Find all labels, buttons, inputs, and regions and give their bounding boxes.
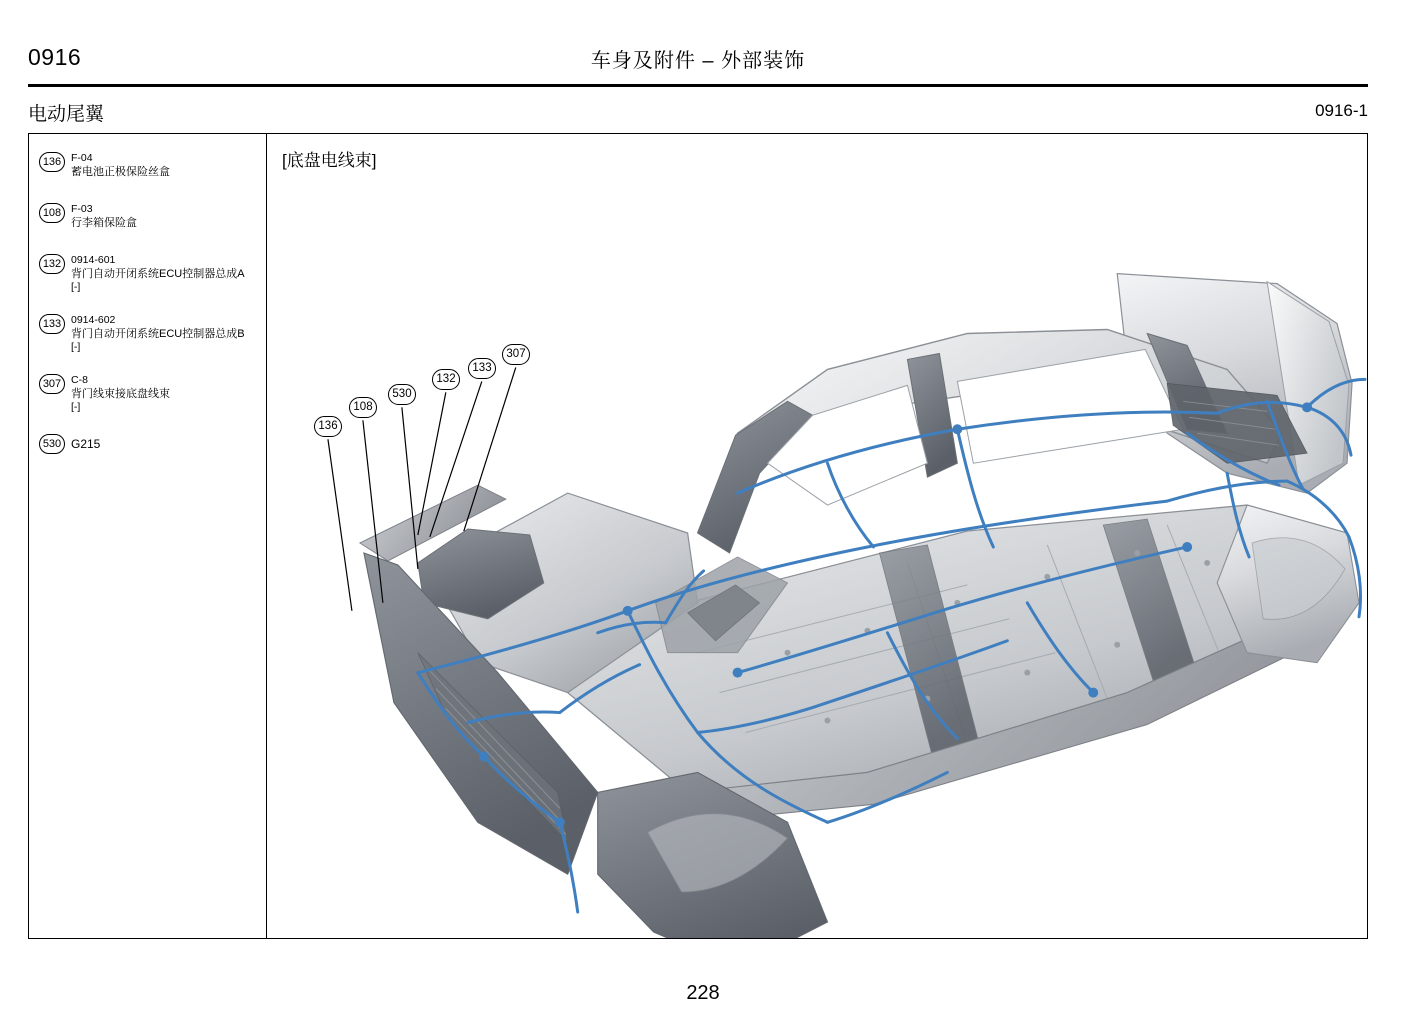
diagram-callout-108: 108	[349, 397, 377, 418]
diagram-callout-530: 530	[388, 384, 416, 405]
legend-description: 背门线束接底盘线束	[71, 388, 170, 400]
legend-code: F-03	[71, 203, 93, 215]
section-code: 0916-1	[1315, 101, 1368, 120]
legend-callout-number: 136	[39, 152, 65, 172]
list-item	[39, 374, 259, 414]
legend-description: 行李箱保险盒	[71, 217, 137, 229]
legend-callout-number: 307	[39, 374, 65, 394]
vehicle-body-harness-illustration	[268, 134, 1367, 938]
diagram-callout-307: 307	[502, 344, 530, 365]
legend-callout-number: 133	[39, 314, 65, 334]
legend-description: 背门自动开闭系统ECU控制器总成A	[71, 268, 245, 280]
legend-text	[71, 374, 259, 414]
header-divider	[28, 84, 1368, 87]
legend-text	[71, 152, 259, 179]
legend-subnote: [-]	[71, 401, 81, 413]
legend-text	[71, 434, 259, 451]
list-item	[39, 152, 259, 179]
legend-description: 背门自动开闭系统ECU控制器总成B	[71, 328, 245, 340]
section-title: 电动尾翼	[28, 104, 105, 125]
page-header	[28, 44, 1368, 84]
legend-description: 蓄电池正极保险丝盒	[71, 166, 170, 178]
legend-code: 0914-602	[71, 314, 116, 326]
legend-callout-number: 108	[39, 203, 65, 223]
list-item	[39, 203, 259, 230]
header-section-code: 0916	[28, 44, 82, 70]
legend-description: G215	[71, 437, 101, 451]
legend-code: 0914-601	[71, 254, 116, 266]
list-item	[39, 314, 259, 354]
legend-subnote: [-]	[71, 281, 81, 293]
legend-callout-number: 132	[39, 254, 65, 274]
diagram-callout-132: 132	[432, 369, 460, 390]
diagram-callout-133: 133	[468, 358, 496, 379]
legend-text	[71, 254, 259, 294]
diagram-pane	[268, 134, 1367, 938]
legend-callout-number: 530	[39, 434, 65, 454]
section-header	[28, 99, 1368, 129]
legend-list	[39, 144, 259, 480]
diagram-caption: [底盘电线束]	[282, 151, 377, 170]
page-title: 车身及附件 – 外部装饰	[590, 50, 806, 72]
legend-code: C-8	[71, 374, 88, 386]
legend-subnote: [-]	[71, 341, 81, 353]
list-item	[39, 254, 259, 294]
legend-text	[71, 314, 259, 354]
content-frame	[28, 133, 1368, 939]
legend-pane	[29, 134, 267, 938]
legend-text	[71, 203, 259, 230]
list-item	[39, 434, 259, 460]
diagram-callout-136: 136	[314, 416, 342, 437]
legend-code: F-04	[71, 152, 93, 164]
page-number: 228	[686, 982, 720, 1004]
